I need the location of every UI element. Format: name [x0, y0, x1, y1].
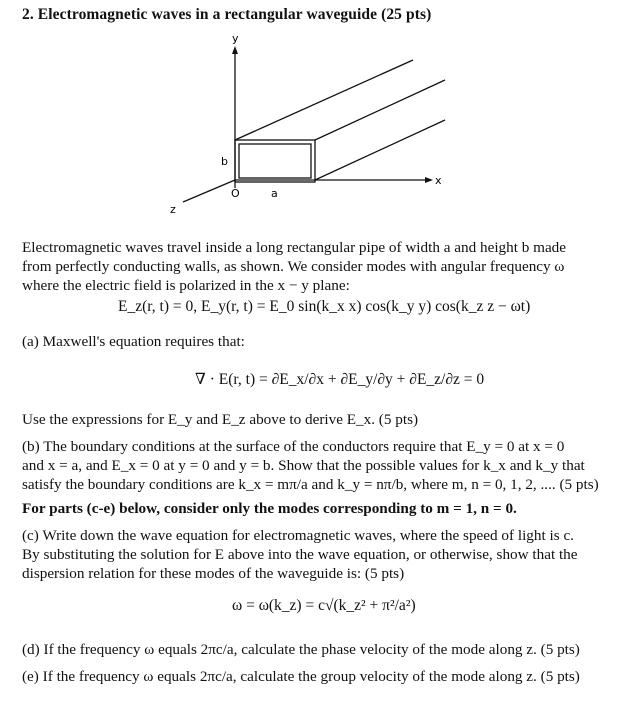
modes-note: For parts (c-e) below, consider only the modes corresponding to m = 1, n = 0.	[22, 500, 517, 517]
waveguide-cross-section-outer	[235, 140, 315, 182]
part-c-line-2: By substituting the solution for E above into the wave equation, or otherwise, show that the	[22, 546, 578, 563]
y-axis-arrow	[232, 46, 238, 54]
origin-label: O	[231, 187, 240, 200]
part-e: (e) If the frequency ω equals 2πc/a, calculate the group velocity of the mode along z. (5 pts)	[22, 668, 580, 685]
part-b-line-1: (b) The boundary conditions at the surface of the conductors require that E_y = 0 at x = 0	[22, 438, 565, 455]
part-c-line-1: (c) Write down the wave equation for electromagnetic waves, where the speed of light is c.	[22, 527, 574, 544]
y-axis-label: y	[232, 32, 239, 45]
waveguide-edge-top-left	[235, 60, 413, 140]
part-d: (d) If the frequency ω equals 2πc/a, calculate the phase velocity of the mode along z. (5 pts)	[22, 641, 580, 658]
divergence-equation: ∇ · E(r, t) = ∂E_x/∂x + ∂E_y/∂y + ∂E_z/∂z = 0	[195, 371, 485, 388]
part-b-line-3: satisfy the boundary conditions are k_x = mπ/a and k_y = nπ/b, where m, n = 0, 1, 2, .... (5 pts)	[22, 476, 599, 493]
waveguide-diagram	[165, 30, 455, 220]
intro-line-1: Electromagnetic waves travel inside a long rectangular pipe of width a and height b made	[22, 239, 567, 256]
intro-line-2: from perfectly conducting walls, as shown. We consider modes with angular frequency ω	[22, 258, 565, 275]
z-axis	[183, 180, 235, 202]
waveguide-cross-section-inner	[239, 144, 311, 178]
field-equation: E_z(r, t) = 0, E_y(r, t) = E_0 sin(k_x x) cos(k_y y) cos(k_z z − ωt)	[118, 298, 531, 315]
waveguide-edge-top-right	[315, 80, 445, 140]
height-label-b: b	[221, 155, 228, 168]
part-a-text: Use the expressions for E_y and E_z above to derive E_x. (5 pts)	[22, 411, 419, 428]
x-axis-arrow	[425, 177, 433, 183]
intro-line-3: where the electric field is polarized in the x − y plane:	[22, 277, 350, 294]
part-c-line-3: dispersion relation for these modes of the waveguide is: (5 pts)	[22, 565, 405, 582]
part-a-label: (a) Maxwell's equation requires that:	[22, 333, 245, 350]
waveguide-edge-bottom-right	[315, 120, 445, 180]
part-b-line-2: and x = a, and E_x = 0 at y = 0 and y = b. Show that the possible values for k_x and k_y that	[22, 457, 585, 474]
z-axis-label: z	[170, 203, 176, 216]
dispersion-equation: ω = ω(k_z) = c√(k_z² + π²/a²)	[232, 597, 416, 614]
x-axis-label: x	[435, 174, 442, 187]
width-label-a: a	[271, 187, 278, 200]
problem-title: 2. Electromagnetic waves in a rectangular waveguide (25 pts)	[22, 6, 432, 23]
